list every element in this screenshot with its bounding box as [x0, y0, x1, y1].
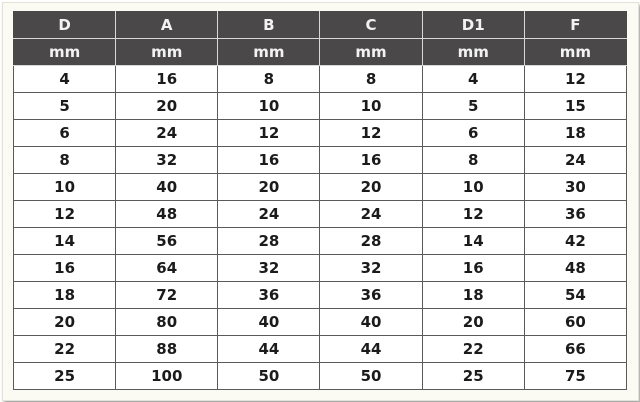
- cell-f: 60: [524, 309, 626, 336]
- cell-d: 10: [14, 174, 116, 201]
- cell-d: 25: [14, 363, 116, 390]
- cell-a: 32: [116, 147, 218, 174]
- cell-d: 5: [14, 93, 116, 120]
- cell-f: 54: [524, 282, 626, 309]
- cell-a: 56: [116, 228, 218, 255]
- cell-f: 75: [524, 363, 626, 390]
- table-row: [14, 66, 627, 93]
- table-frame: [2, 2, 639, 401]
- table-body: [14, 66, 627, 390]
- cell-b: 50: [218, 363, 320, 390]
- cell-a: 72: [116, 282, 218, 309]
- table-row: [14, 147, 627, 174]
- cell-b: 10: [218, 93, 320, 120]
- table-row: [14, 201, 627, 228]
- cell-a: 64: [116, 255, 218, 282]
- cell-c: 10: [320, 93, 422, 120]
- cell-a: 40: [116, 174, 218, 201]
- table-row: [14, 228, 627, 255]
- cell-f: 18: [524, 120, 626, 147]
- cell-a: 20: [116, 93, 218, 120]
- cell-b: 32: [218, 255, 320, 282]
- cell-c: 44: [320, 336, 422, 363]
- cell-f: 12: [524, 66, 626, 93]
- table-row: [14, 282, 627, 309]
- table-row: [14, 93, 627, 120]
- unit-label: mm: [14, 39, 116, 66]
- dimensions-table: [13, 11, 627, 390]
- cell-d1: 12: [422, 201, 524, 228]
- unit-label: mm: [116, 39, 218, 66]
- cell-d: 18: [14, 282, 116, 309]
- cell-d1: 10: [422, 174, 524, 201]
- column-header-b: B: [218, 12, 320, 39]
- cell-a: 48: [116, 201, 218, 228]
- cell-d: 20: [14, 309, 116, 336]
- cell-d1: 5: [422, 93, 524, 120]
- cell-c: 28: [320, 228, 422, 255]
- cell-d1: 18: [422, 282, 524, 309]
- column-header-d1: D1: [422, 12, 524, 39]
- cell-d: 16: [14, 255, 116, 282]
- cell-c: 36: [320, 282, 422, 309]
- cell-f: 66: [524, 336, 626, 363]
- column-header-d: D: [14, 12, 116, 39]
- cell-b: 20: [218, 174, 320, 201]
- cell-d: 6: [14, 120, 116, 147]
- cell-a: 100: [116, 363, 218, 390]
- cell-c: 16: [320, 147, 422, 174]
- column-header-c: C: [320, 12, 422, 39]
- cell-d1: 6: [422, 120, 524, 147]
- header-row: [14, 12, 627, 39]
- cell-b: 16: [218, 147, 320, 174]
- cell-c: 24: [320, 201, 422, 228]
- cell-f: 30: [524, 174, 626, 201]
- cell-b: 12: [218, 120, 320, 147]
- cell-c: 40: [320, 309, 422, 336]
- unit-label: mm: [218, 39, 320, 66]
- cell-d1: 14: [422, 228, 524, 255]
- cell-d: 12: [14, 201, 116, 228]
- cell-c: 50: [320, 363, 422, 390]
- cell-d1: 16: [422, 255, 524, 282]
- cell-d1: 25: [422, 363, 524, 390]
- cell-f: 36: [524, 201, 626, 228]
- cell-a: 24: [116, 120, 218, 147]
- table-row: [14, 309, 627, 336]
- cell-f: 24: [524, 147, 626, 174]
- cell-f: 48: [524, 255, 626, 282]
- cell-a: 80: [116, 309, 218, 336]
- unit-label: mm: [422, 39, 524, 66]
- table-row: [14, 174, 627, 201]
- cell-c: 8: [320, 66, 422, 93]
- cell-d1: 22: [422, 336, 524, 363]
- table-row: [14, 336, 627, 363]
- column-header-a: A: [116, 12, 218, 39]
- cell-d: 22: [14, 336, 116, 363]
- cell-d: 14: [14, 228, 116, 255]
- cell-d1: 4: [422, 66, 524, 93]
- cell-d: 4: [14, 66, 116, 93]
- table-row: [14, 363, 627, 390]
- cell-f: 42: [524, 228, 626, 255]
- cell-c: 32: [320, 255, 422, 282]
- unit-label: mm: [524, 39, 626, 66]
- table-row: [14, 255, 627, 282]
- unit-row: [14, 39, 627, 66]
- cell-a: 16: [116, 66, 218, 93]
- cell-a: 88: [116, 336, 218, 363]
- cell-f: 15: [524, 93, 626, 120]
- cell-b: 24: [218, 201, 320, 228]
- column-header-f: F: [524, 12, 626, 39]
- cell-b: 44: [218, 336, 320, 363]
- cell-b: 40: [218, 309, 320, 336]
- cell-d: 8: [14, 147, 116, 174]
- cell-c: 12: [320, 120, 422, 147]
- cell-b: 8: [218, 66, 320, 93]
- unit-label: mm: [320, 39, 422, 66]
- cell-d1: 8: [422, 147, 524, 174]
- table-row: [14, 120, 627, 147]
- cell-d1: 20: [422, 309, 524, 336]
- cell-b: 28: [218, 228, 320, 255]
- cell-b: 36: [218, 282, 320, 309]
- cell-c: 20: [320, 174, 422, 201]
